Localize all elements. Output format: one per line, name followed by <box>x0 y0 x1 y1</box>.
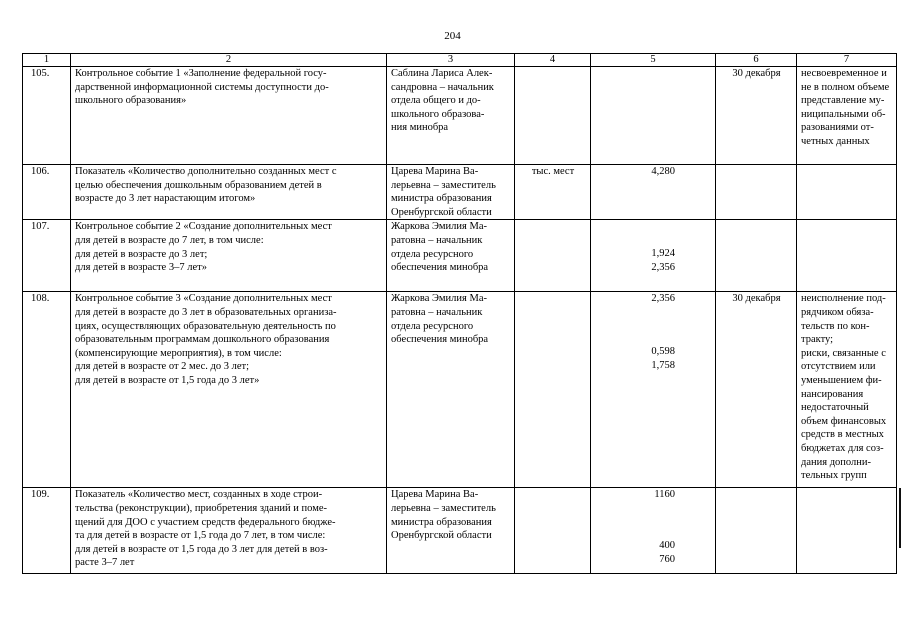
row-number: 107. <box>23 220 71 292</box>
responsible-person: Царева Марина Ва- лерьевна – заместитель министра образования Оренбургской области <box>387 488 515 574</box>
row-number: 108. <box>23 292 71 488</box>
page-number: 204 <box>444 30 461 42</box>
event-description: Показатель «Количество дополнительно созданных мест с целью обеспечения дошкольным образованием детей в возрасте до 3 лет нарастающим итогом» <box>71 165 387 220</box>
value-cell: 2,356 0,598 1,758 <box>591 292 716 488</box>
deadline-cell: 30 декабря <box>716 292 797 488</box>
value-cell: 1160 400 760 <box>591 488 716 574</box>
unit-cell <box>515 292 591 488</box>
control-events-table <box>22 53 897 574</box>
header-cell: 4 <box>515 54 591 67</box>
table-row <box>23 488 897 574</box>
unit-cell <box>515 67 591 165</box>
value-cell: 4,280 <box>591 165 716 220</box>
risks-cell <box>797 165 897 220</box>
header-cell: 3 <box>387 54 515 67</box>
row-number: 105. <box>23 67 71 165</box>
risks-cell <box>797 488 897 574</box>
header-cell: 7 <box>797 54 897 67</box>
unit-cell <box>515 220 591 292</box>
header-cell: 1 <box>23 54 71 67</box>
row-number: 109. <box>23 488 71 574</box>
header-cell: 2 <box>71 54 387 67</box>
row-number: 106. <box>23 165 71 220</box>
table-row <box>23 67 897 165</box>
risks-cell <box>797 220 897 292</box>
scan-edge-mark <box>899 488 901 548</box>
event-description: Показатель «Количество мест, созданных в ходе строи- тельства (реконструкции), приобретения зданий и поме- щений для ДОО с участием средств федерального бюдже- та для детей в возрасте от 1,5 года до 7 лет, в том числе: для детей в возрасте от 1,5 года до 3 лет для детей в воз- расте 3–7 лет <box>71 488 387 574</box>
risks-cell: несвоевременное и не в полном объеме представление му- ниципальными об- разованиями от- четных данных <box>797 67 897 165</box>
risks-cell: неисполнение под- рядчиком обяза- тельств по кон- тракту; риски, связанные с отсутствием или уменьшением фи- нансирования недостаточный объем финансовых средств в местных бюджетах для соз- дания дополни- тельных групп <box>797 292 897 488</box>
responsible-person: Саблина Лариса Алек- сандровна – начальник отдела общего и до- школьного образова- ния минобра <box>387 67 515 165</box>
table-row <box>23 220 897 292</box>
deadline-cell: 30 декабря <box>716 67 797 165</box>
header-cell: 6 <box>716 54 797 67</box>
value-cell: 1,924 2,356 <box>591 220 716 292</box>
event-description: Контрольное событие 2 «Создание дополнительных мест для детей в возрасте до 7 лет, в том числе: для детей в возрасте до 3 лет; для детей в возрасте 3–7 лет» <box>71 220 387 292</box>
event-description: Контрольное событие 3 «Создание дополнительных мест для детей в возрасте до 3 лет в образовательных организа- циях, осуществляющих образовательную деятельность по образовательным программам дошкольного образования (компенсирующие мероприятия), в том числе: для детей в возрасте от 2 мес. до 3 лет; для детей в возрасте от 1,5 года до 3 лет» <box>71 292 387 488</box>
table-header-row <box>23 54 897 67</box>
unit-cell <box>515 488 591 574</box>
responsible-person: Жаркова Эмилия Ма- ратовна – начальник отдела ресурсного обеспечения минобра <box>387 292 515 488</box>
event-description: Контрольное событие 1 «Заполнение федеральной госу- дарственной информационной системы доступности до- школьного образования» <box>71 67 387 165</box>
deadline-cell <box>716 488 797 574</box>
unit-cell: тыс. мест <box>515 165 591 220</box>
table-row <box>23 292 897 488</box>
responsible-person: Жаркова Эмилия Ма- ратовна – начальник отдела ресурсного обеспечения минобра <box>387 220 515 292</box>
deadline-cell <box>716 220 797 292</box>
table-row <box>23 165 897 220</box>
deadline-cell <box>716 165 797 220</box>
responsible-person: Царева Марина Ва- лерьевна – заместитель министра образования Оренбургской области <box>387 165 515 220</box>
header-cell: 5 <box>591 54 716 67</box>
value-cell <box>591 67 716 165</box>
